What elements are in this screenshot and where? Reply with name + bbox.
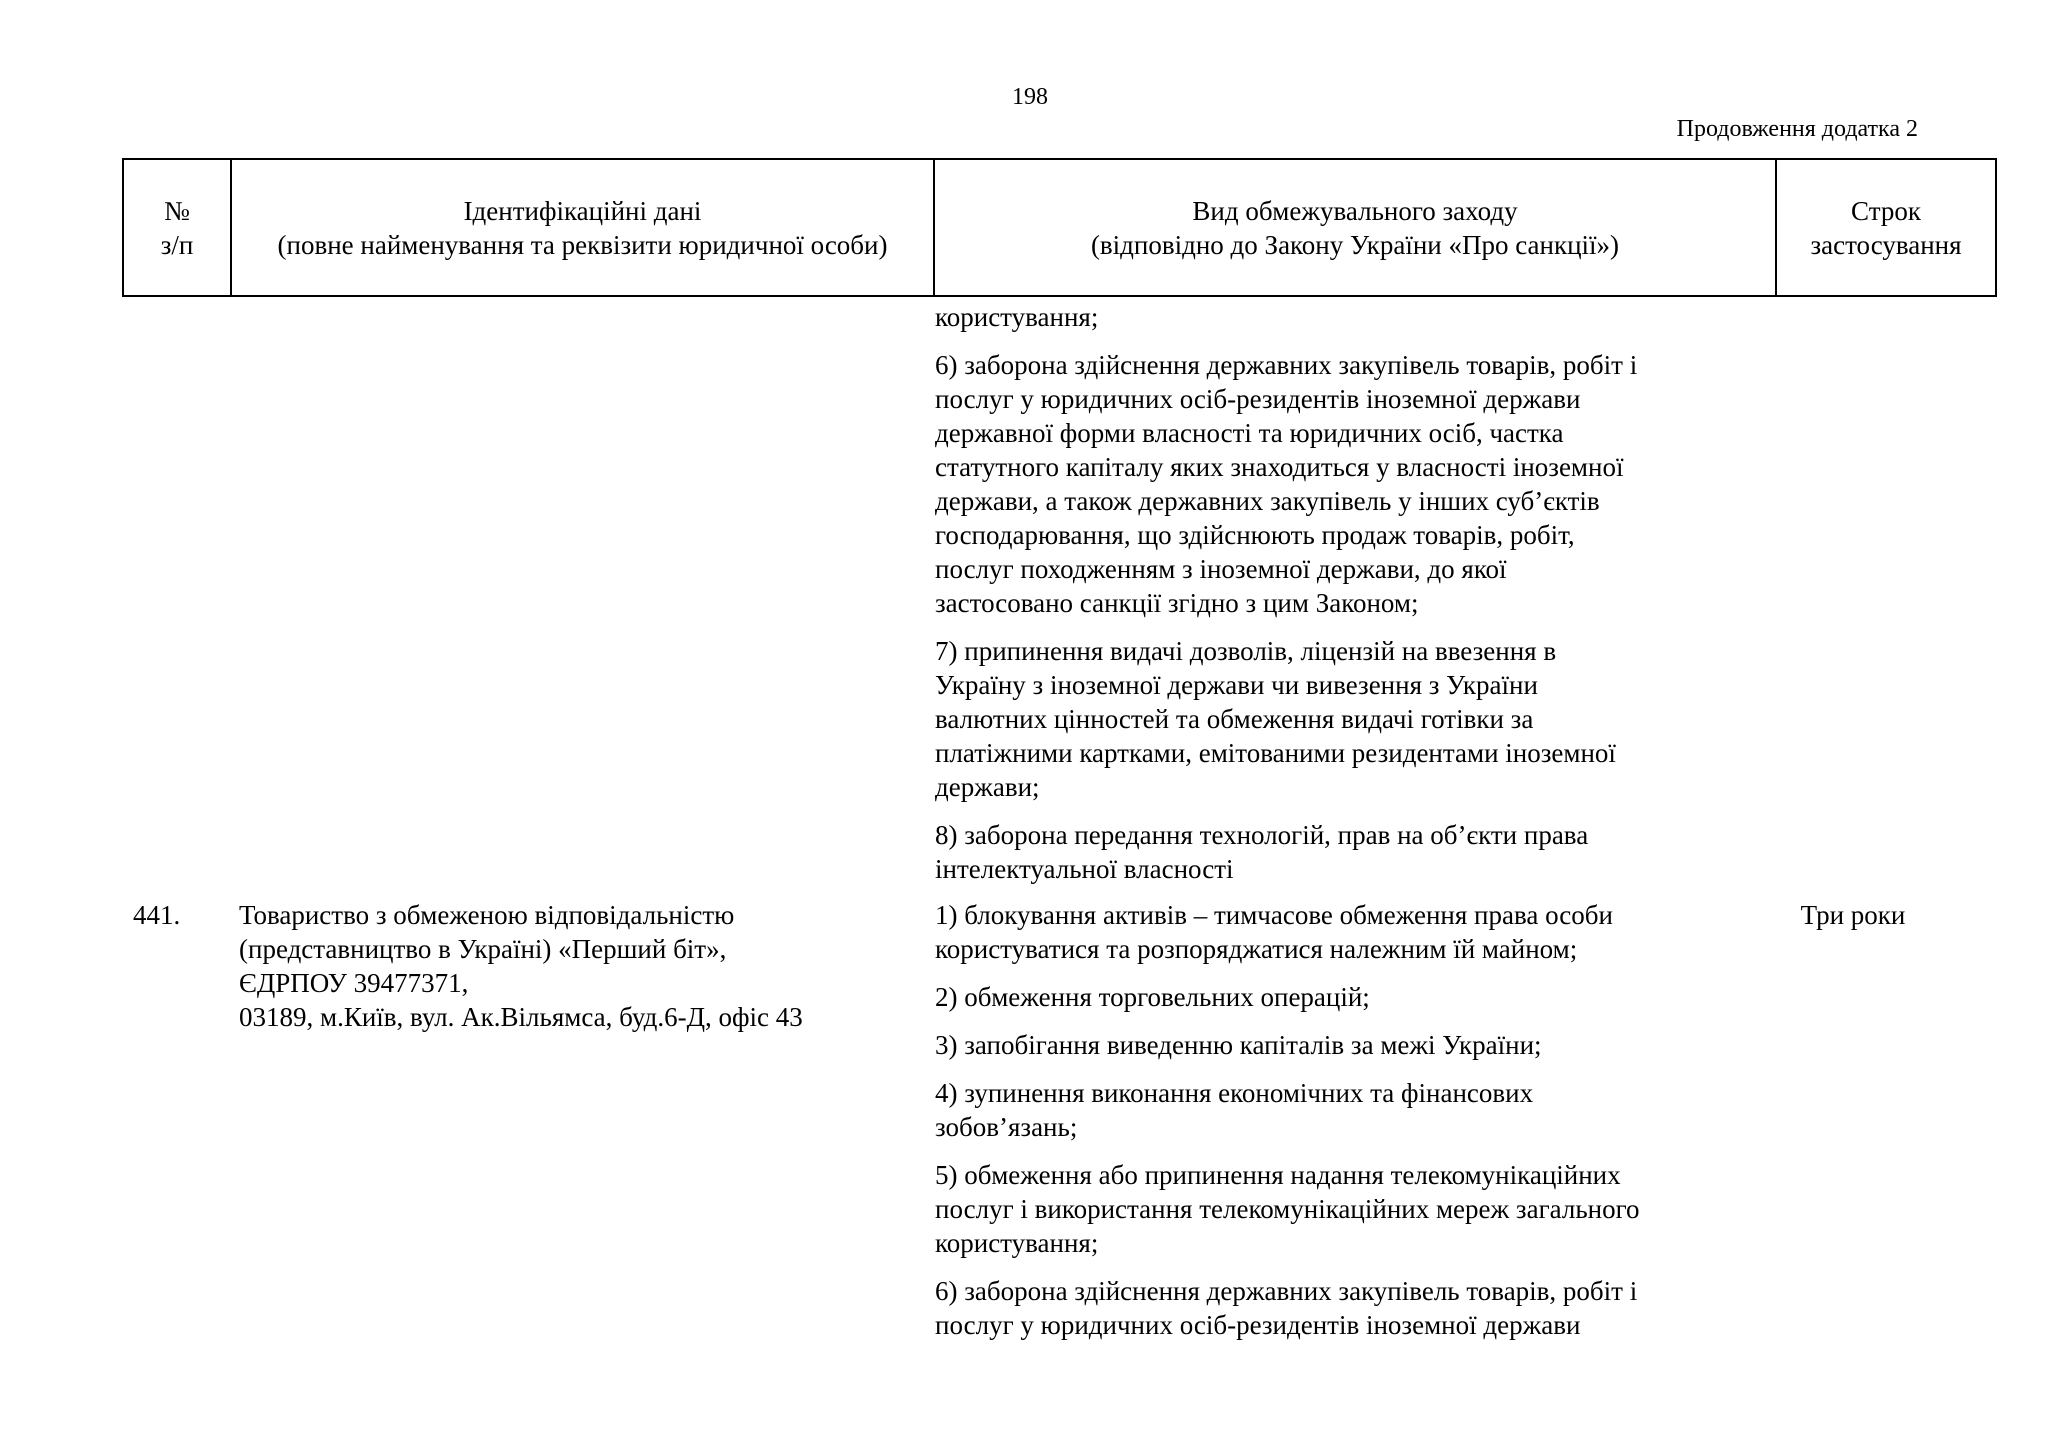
previous-measure-item: 7) припинення видачі дозволів, ліцензій на ввезення в Україну з іноземної держави чи вивезення з України валютних цінностей та обмеження видачі готівки за платіжними картками, емітованими резидентами іноземної держави; <box>935 636 1616 802</box>
previous-measure-item: користування; <box>935 302 1099 332</box>
header-identification-line1: Ідентифікаційні дані <box>463 195 702 226</box>
table-header <box>122 158 1997 297</box>
header-term-cell <box>1776 159 1996 296</box>
previous-measure-item: 6) заборона здійснення державних закупівель товарів, робіт і послуг у юридичних осіб-резидентів іноземної держави державної форми власності та юридичних осіб, частка статутного капіталу яких знаходиться у власності іноземної держави, а також державних закупівель у інших суб’єктів господарювання, що здійснюють продаж товарів, робіт, послуг походженням з іноземної держави, до якої застосовано санкції згідно з цим Законом; <box>935 350 1638 618</box>
header-number-cell <box>123 159 231 296</box>
header-measure-line2: (відповідно до Закону України «Про санкції») <box>1090 229 1620 260</box>
page-number: 198 <box>1012 84 1048 110</box>
measure-item: 2) обмеження торговельних операцій; <box>935 982 1370 1012</box>
header-number-line2: з/п <box>160 229 194 260</box>
entry-number: 441. <box>133 900 181 930</box>
previous-measure-item: 8) заборона передання технологій, прав на об’єкти права інтелектуальної власності <box>935 820 1589 884</box>
header-term-line2: застосування <box>1810 229 1962 260</box>
measure-item: 4) зупинення виконання економічних та фінансових зобов’язань; <box>935 1078 1534 1142</box>
header-measure-line1: Вид обмежувального заходу <box>1192 195 1518 226</box>
entry-measures <box>935 898 1735 1356</box>
measure-item: 6) заборона здійснення державних закупівель товарів, робіт і послуг у юридичних осіб-резидентів іноземної держави <box>935 1276 1638 1340</box>
continuation-label: Продовження додатка 2 <box>1676 116 1918 142</box>
measure-item: 1) блокування активів – тимчасове обмеження права особи користуватися та розпоряджатися належним їй майном; <box>935 900 1613 964</box>
header-number-line1: № <box>164 195 190 226</box>
measure-item: 5) обмеження або припинення надання телекомунікаційних послуг і використання телекомунікаційних мереж загального користування; <box>935 1160 1640 1258</box>
header-term-line1: Строк <box>1851 195 1921 226</box>
header-measure-cell <box>934 159 1776 296</box>
measure-item: 3) запобігання виведенню капіталів за межі України; <box>935 1030 1542 1060</box>
header-identification-cell <box>231 159 934 296</box>
entry-identification: Товариство з обмеженою відповідальністю (представництво в Україні) «Перший біт», ЄДРПОУ 39477371, 03189, м.Київ, вул. Ак.Вільямса, буд.6-Д, офіс 43 <box>239 900 803 1032</box>
entry-term: Три роки <box>1800 900 1906 930</box>
previous-entry-measures <box>935 300 1735 900</box>
header-identification-line2: (повне найменування та реквізити юридичної особи) <box>277 229 888 260</box>
